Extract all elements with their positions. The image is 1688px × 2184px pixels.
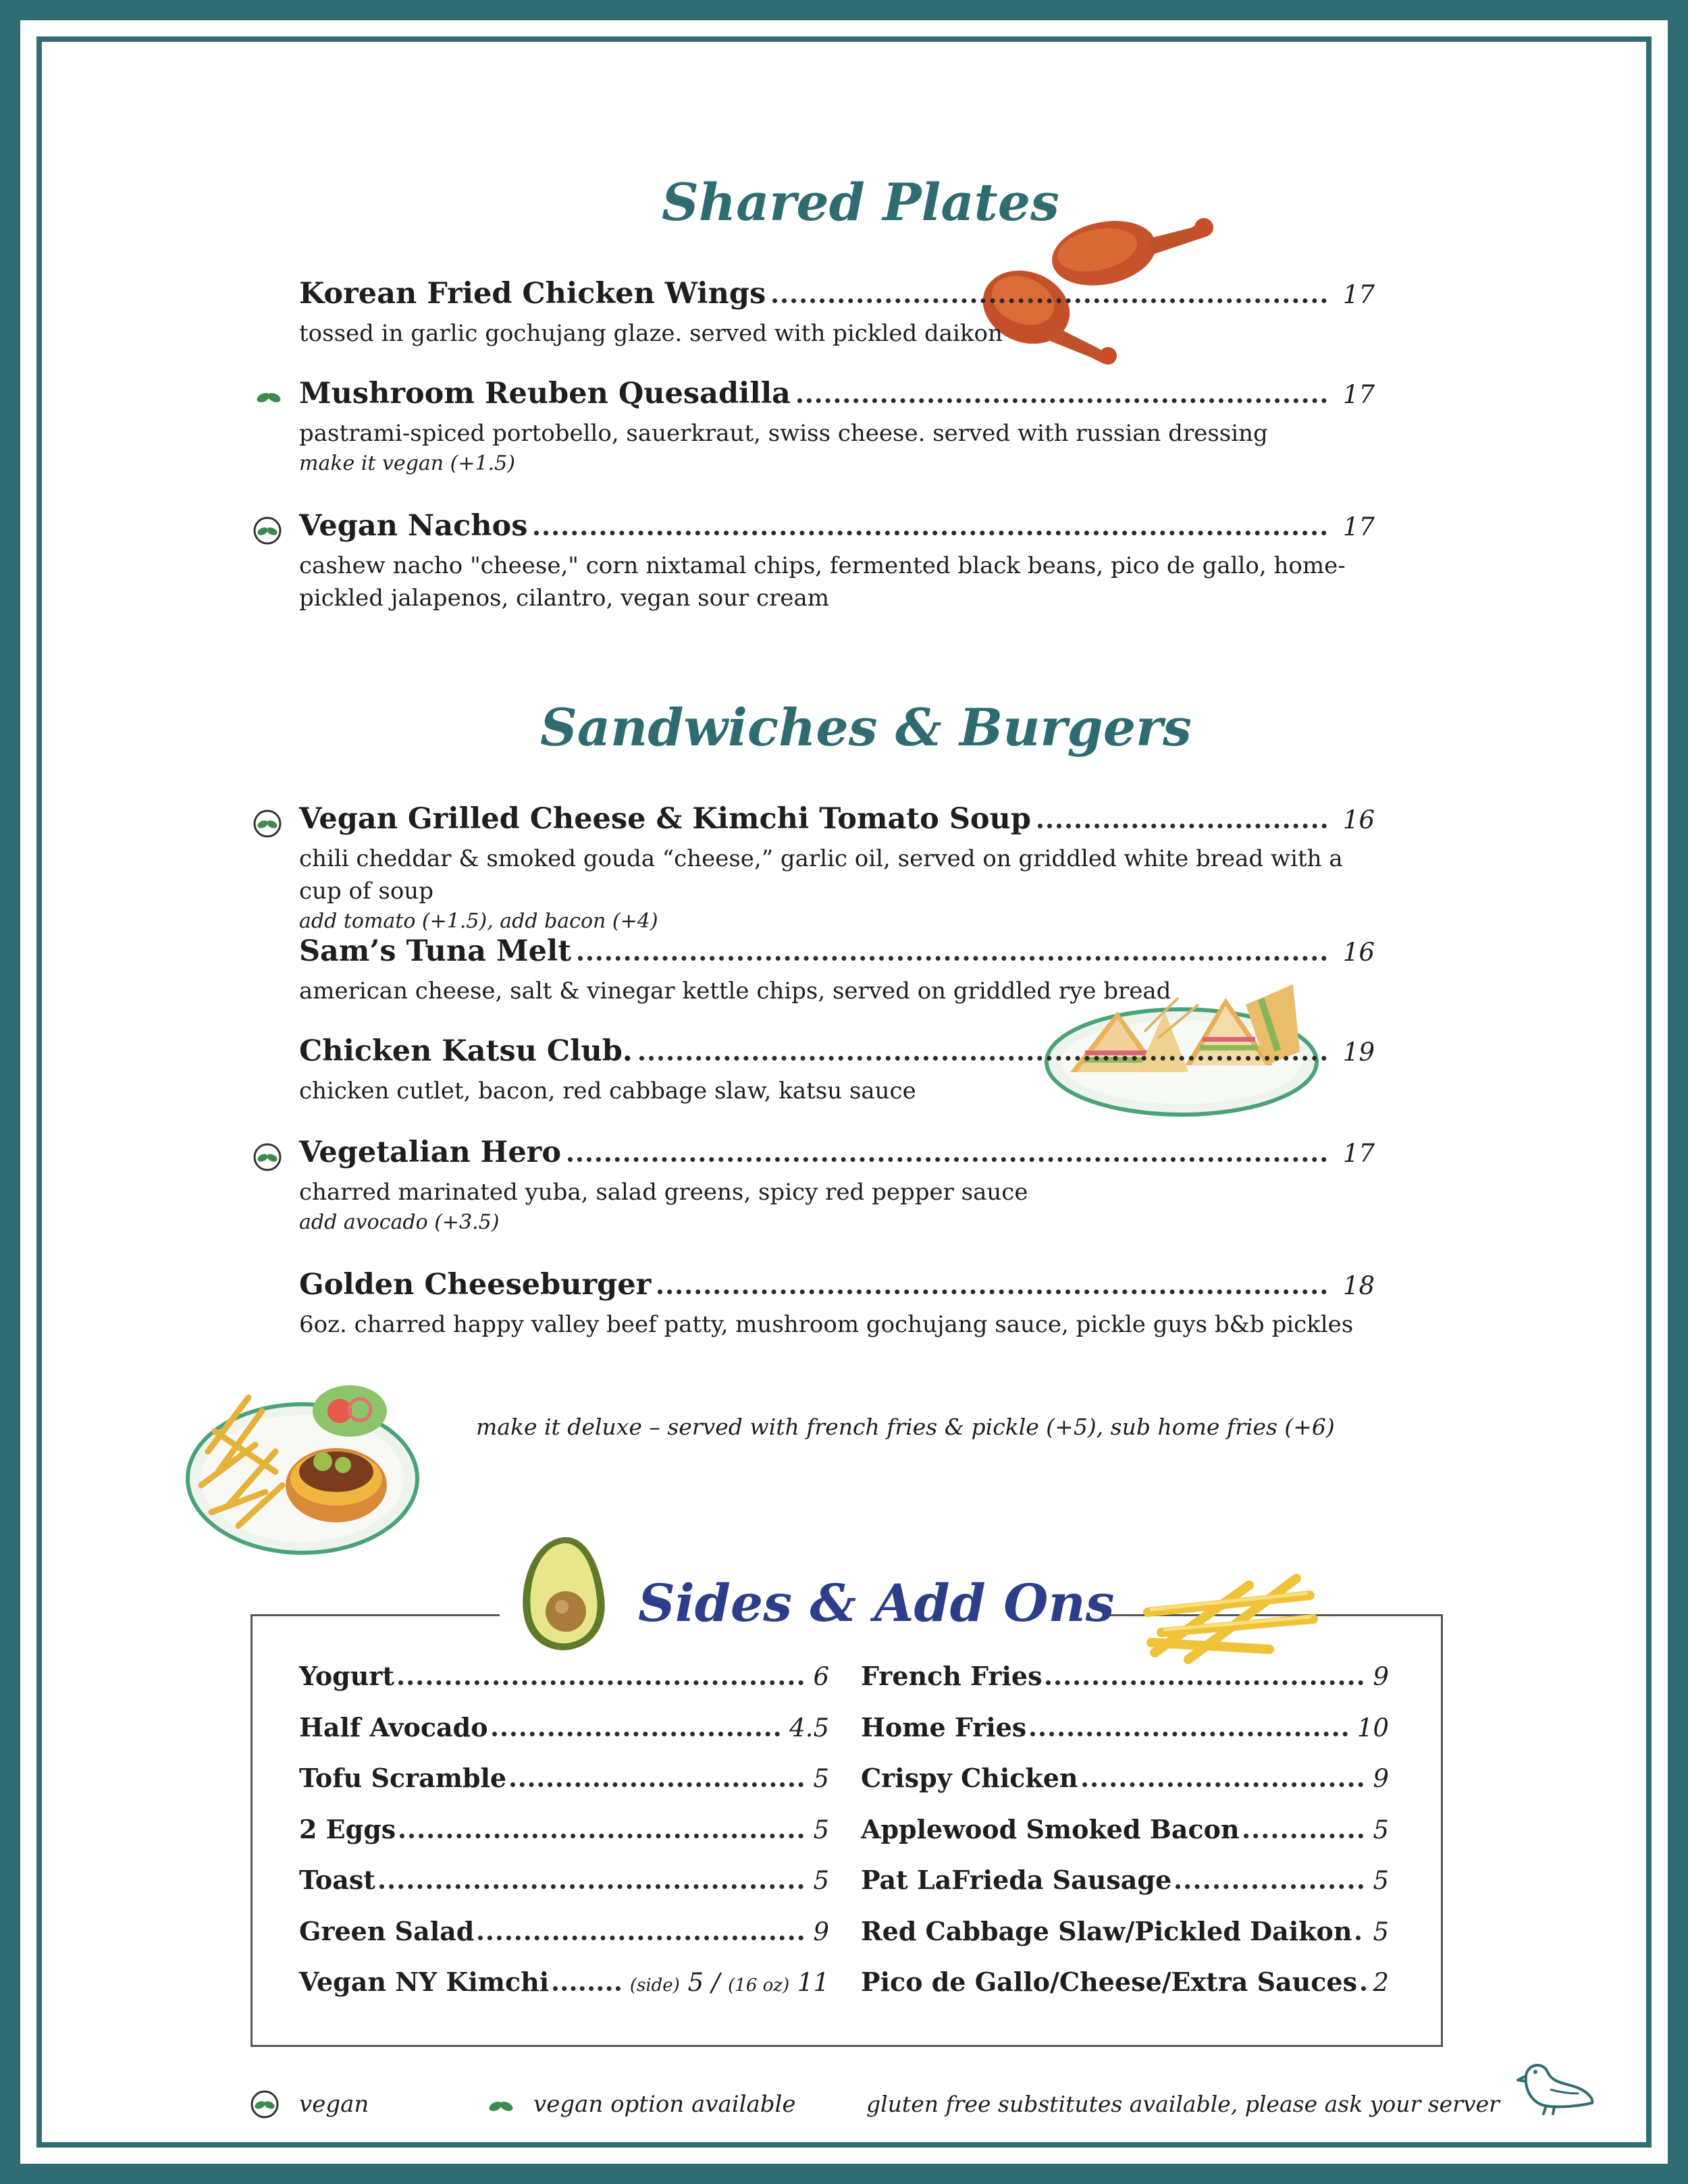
item-description: american cheese, salt & vinegar kettle chips, served on griddled rye bread: [299, 978, 1171, 1005]
side-name: Red Cabbage Slaw/Pickled Daikon: [861, 1916, 1352, 1946]
item-price: 19: [1342, 1038, 1375, 1067]
side-name: Toast: [299, 1865, 375, 1895]
item-name: Mushroom Reuben Quesadilla: [299, 377, 791, 410]
item-price: 17: [1342, 512, 1375, 541]
dot-leader: [1030, 1732, 1348, 1736]
vegan-option-leaf-icon: [255, 388, 282, 406]
size-label-side: (side): [629, 1975, 680, 1996]
dot-leader: [1082, 1782, 1364, 1787]
price-large: 11: [797, 1968, 829, 1997]
dot-leader: [578, 956, 1327, 961]
side-price: 10: [1356, 1713, 1389, 1742]
side-price: 5: [1373, 1917, 1389, 1946]
dot-leader: [639, 1056, 1327, 1061]
side-price: 6: [813, 1662, 829, 1691]
side-row: [861, 1916, 1389, 1954]
side-price: 5: [813, 1815, 829, 1844]
side-row: [299, 1967, 829, 2004]
dot-leader: [553, 1986, 621, 1991]
dot-leader: [568, 1157, 1327, 1162]
side-name: Half Avocado: [299, 1712, 488, 1742]
side-row: [861, 1865, 1389, 1902]
item-description: chicken cutlet, bacon, red cabbage slaw, katsu sauce: [299, 1077, 916, 1104]
side-row: [861, 1712, 1389, 1750]
dot-leader: [772, 298, 1327, 303]
size-label-large: (16 oz): [728, 1975, 790, 1996]
vegan-badge-icon: [250, 2089, 280, 2119]
side-row: [299, 1814, 829, 1852]
item-name: Golden Cheeseburger: [299, 1268, 652, 1302]
side-name: Green Salad: [299, 1916, 475, 1946]
side-name: Vegan NY Kimchi: [299, 1967, 550, 1997]
item-description: charred marinated yuba, salad greens, spicy red pepper sauce: [299, 1179, 1028, 1206]
price-side: 5: [687, 1968, 704, 1997]
side-price: 5: [813, 1764, 829, 1793]
item-price: 17: [1342, 280, 1375, 309]
dot-leader: [1244, 1834, 1364, 1838]
side-row: [299, 1865, 829, 1902]
item-description: tossed in garlic gochujang glaze. served with pickled daikon: [299, 320, 1003, 347]
side-row: [861, 1967, 1389, 2004]
dot-leader: [379, 1884, 804, 1889]
side-name: Crispy Chicken: [861, 1763, 1078, 1793]
vegan-option-leaf-icon: [487, 2097, 515, 2114]
side-price: 5: [1373, 1866, 1389, 1895]
item-price: 16: [1342, 938, 1375, 967]
item-price: 18: [1342, 1271, 1375, 1300]
side-row: [299, 1763, 829, 1801]
side-name: Pat LaFrieda Sausage: [861, 1865, 1172, 1895]
side-name: Home Fries: [861, 1712, 1027, 1742]
side-row: [861, 1763, 1389, 1801]
side-price: 9: [1373, 1662, 1389, 1691]
menu-item: [299, 1136, 1375, 1237]
side-row: [861, 1661, 1389, 1699]
legend-vegan-option: vegan option available: [533, 2091, 796, 2118]
dot-leader: [1176, 1884, 1363, 1889]
item-price: 16: [1342, 805, 1375, 834]
item-note: make it vegan (+1.5): [299, 452, 515, 475]
legend-vegan: vegan: [299, 2091, 369, 2118]
item-note: add avocado (+3.5): [299, 1210, 500, 1234]
dot-leader: [534, 531, 1326, 535]
item-name: Sam’s Tuna Melt: [299, 934, 572, 968]
menu-item: [299, 377, 1375, 478]
item-price: 17: [1342, 1139, 1375, 1168]
avocado-illustration: [513, 1534, 614, 1655]
menu-item: [299, 1034, 1375, 1107]
menu-item: [299, 277, 1375, 350]
item-description: cashew nacho "cheese," corn nixtamal chips, fermented black beans, pico de gallo, home-pickled jalapenos, cilantro, vegan sour cream: [299, 552, 1346, 612]
dot-leader: [1046, 1680, 1363, 1685]
item-description: 6oz. charred happy valley beef patty, mushroom gochujang sauce, pickle guys b&b pickles: [299, 1311, 1354, 1338]
side-row: [299, 1916, 829, 1954]
menu-item: [299, 802, 1375, 936]
item-name: Vegan Nachos: [299, 509, 528, 543]
item-name: Vegan Grilled Cheese & Kimchi Tomato Soup: [299, 802, 1031, 836]
side-price: 9: [1373, 1764, 1389, 1793]
vegan-badge-icon: [253, 809, 282, 838]
side-name: Yogurt: [299, 1661, 394, 1691]
side-row: [299, 1712, 829, 1750]
menu-item: [299, 1268, 1375, 1341]
section-title-shared-plates: Shared Plates: [662, 172, 1059, 232]
burger-fries-illustration: [181, 1370, 424, 1560]
side-name: Tofu Scramble: [299, 1763, 507, 1793]
menu-item: [299, 934, 1375, 1007]
side-name: Applewood Smoked Bacon: [861, 1814, 1240, 1844]
side-row: [299, 1661, 829, 1699]
side-price: 5: [1373, 1815, 1389, 1844]
menu-item: [299, 509, 1375, 614]
side-price: 9: [813, 1917, 829, 1946]
french-fries-illustration: [1141, 1565, 1323, 1673]
vegan-badge-icon: [253, 516, 282, 545]
side-price: 4.5: [789, 1713, 829, 1742]
side-price: 2: [1373, 1968, 1389, 1997]
dot-leader: [658, 1289, 1327, 1294]
side-price: 5: [813, 1866, 829, 1895]
pigeon-logo: [1512, 2049, 1597, 2116]
side-name: Pico de Gallo/Cheese/Extra Sauces: [861, 1967, 1357, 1997]
side-row: [861, 1814, 1389, 1852]
dot-leader: [400, 1834, 803, 1838]
section-title-sandwiches-burgers: Sandwiches & Burgers: [540, 697, 1192, 757]
dot-leader: [478, 1936, 803, 1940]
dot-leader: [492, 1732, 781, 1736]
item-price: 17: [1342, 380, 1375, 409]
item-name: Korean Fried Chicken Wings: [299, 277, 766, 311]
dot-leader: [510, 1782, 803, 1787]
item-name: Chicken Katsu Club.: [299, 1034, 633, 1068]
side-name: French Fries: [861, 1661, 1043, 1691]
side-name: 2 Eggs: [299, 1814, 396, 1844]
side-price-kimchi: [621, 1968, 829, 1997]
dot-leader: [1038, 824, 1327, 828]
item-name: Vegetalian Hero: [299, 1136, 562, 1169]
price-separator: /: [711, 1968, 720, 1997]
deluxe-note: make it deluxe – served with french fries & pickle (+5), sub home fries (+6): [476, 1414, 1335, 1440]
item-description: pastrami-spiced portobello, sauerkraut, swiss cheese. served with russian dressing: [299, 420, 1268, 447]
dot-leader: [797, 398, 1327, 403]
vegan-badge-icon: [253, 1142, 282, 1172]
legend-gluten-free: gluten free substitutes available, please ask your server: [866, 2091, 1500, 2117]
dot-leader: [398, 1680, 804, 1685]
dot-leader: [1356, 1936, 1363, 1940]
item-description: chili cheddar & smoked gouda “cheese,” garlic oil, served on griddled white bread with a cup of soup: [299, 845, 1343, 905]
item-note: add tomato (+1.5), add bacon (+4): [299, 909, 658, 933]
section-title-sides: Sides & Add Ons: [638, 1573, 1115, 1633]
